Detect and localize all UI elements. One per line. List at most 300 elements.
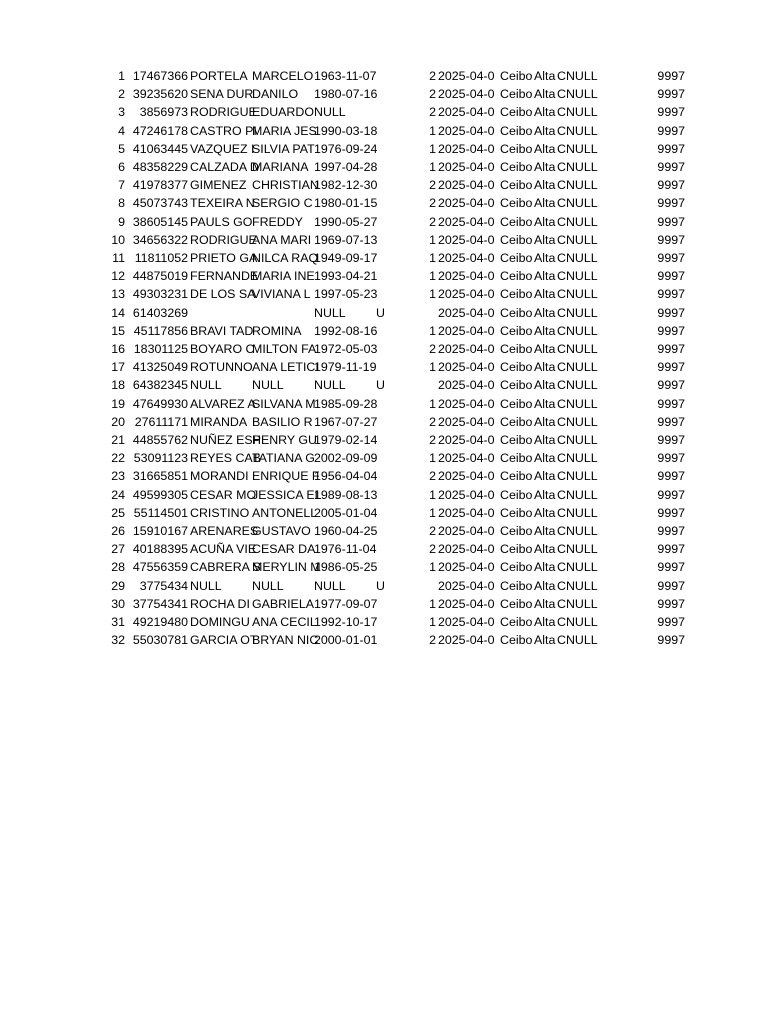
status-cell: Alta	[534, 69, 556, 83]
first-name-cell: MILTON FA	[252, 342, 317, 356]
id-cell: 49219480	[132, 615, 188, 629]
table-row	[0, 540, 768, 558]
date-cell: 2025-04-0	[438, 615, 495, 629]
status-cell: Alta	[534, 396, 556, 411]
surname-cell: BRAVI TAD	[190, 323, 254, 338]
value-cell: 9997	[657, 141, 685, 156]
code-cell: 2	[429, 469, 436, 484]
status-cell: Alta	[534, 214, 556, 229]
surname-cell: RODRIGUE	[190, 232, 257, 247]
first-name-cell: GUSTAVO	[252, 524, 311, 538]
table-row	[0, 322, 768, 340]
table-row	[0, 176, 768, 194]
date-cell: 2025-04-0	[438, 505, 495, 520]
date-cell: 2025-04-0	[438, 469, 495, 484]
surname-cell: CESAR MO	[190, 487, 257, 502]
code-cell: 1	[429, 141, 436, 156]
date-cell: 2025-04-0	[438, 433, 495, 447]
birth-date-cell: 1992-08-16	[314, 323, 378, 338]
id-cell: 3856973	[139, 105, 188, 120]
table-row	[0, 486, 768, 504]
row-index-cell: 28	[111, 560, 125, 575]
birth-date-cell: 1963-11-07	[314, 69, 377, 83]
id-cell: 47649930	[132, 396, 188, 411]
center-cell: Ceibo	[500, 578, 533, 593]
extra-cell: CNULL	[557, 542, 598, 557]
code-cell: 1	[429, 232, 436, 247]
birth-date-cell: 1986-05-25	[314, 560, 378, 575]
status-cell: Alta	[534, 633, 556, 648]
date-cell: 2025-04-0	[438, 123, 495, 138]
date-cell: 2025-04-0	[438, 269, 495, 284]
code-cell: 2	[429, 214, 436, 229]
center-cell: Ceibo	[500, 378, 533, 393]
date-cell: 2025-04-0	[438, 232, 495, 247]
surname-cell: CASTRO PI	[190, 123, 257, 138]
status-cell: Alta	[534, 615, 556, 629]
first-name-cell: MERYLIN M	[252, 560, 321, 575]
birth-date-cell: 1997-05-23	[314, 287, 378, 302]
table-row	[0, 103, 768, 121]
row-index-cell: 5	[118, 141, 125, 156]
surname-cell	[190, 304, 252, 322]
value-cell: 9997	[657, 305, 685, 320]
center-cell: Ceibo	[500, 451, 533, 466]
center-cell: Ceibo	[500, 360, 533, 375]
code-cell: 1	[429, 487, 436, 502]
date-cell: 2025-04-0	[438, 487, 495, 502]
table-row	[0, 249, 768, 267]
extra-cell: CNULL	[557, 87, 598, 102]
code-cell: 1	[429, 615, 436, 629]
value-cell: 9997	[657, 578, 685, 593]
first-name-cell: NULL	[252, 578, 284, 593]
birth-date-cell: NULL	[314, 305, 346, 320]
date-cell: 2025-04-0	[438, 596, 495, 611]
status-cell: Alta	[534, 487, 556, 502]
extra-cell: CNULL	[557, 469, 598, 484]
table-row	[0, 395, 768, 413]
value-cell: 9997	[657, 69, 685, 83]
gender-cell: U	[376, 578, 385, 593]
id-cell: 55030781	[132, 633, 188, 648]
code-cell: 2	[429, 524, 436, 538]
surname-cell: ACUÑA VIE	[190, 542, 257, 557]
status-cell: Alta	[534, 451, 556, 466]
code-cell: 2	[429, 87, 436, 102]
status-cell: Alta	[534, 305, 556, 320]
table-row	[0, 431, 768, 449]
date-cell: 2025-04-0	[438, 69, 495, 83]
extra-cell: CNULL	[557, 178, 598, 193]
birth-date-cell: NULL	[314, 378, 346, 393]
row-index-cell: 23	[111, 469, 125, 484]
table-row	[0, 67, 768, 85]
status-cell: Alta	[534, 414, 556, 429]
date-cell: 2025-04-0	[438, 451, 495, 466]
first-name-cell: BRYAN NIC	[252, 633, 319, 648]
value-cell: 9997	[657, 396, 685, 411]
date-cell: 2025-04-0	[438, 578, 495, 593]
row-index-cell: 6	[118, 160, 125, 174]
code-cell	[418, 376, 436, 394]
first-name-cell: SILVIA PAT	[252, 141, 315, 156]
surname-cell: ALVAREZ A	[190, 396, 256, 411]
date-cell: 2025-04-0	[438, 214, 495, 229]
date-cell: 2025-04-0	[438, 342, 495, 356]
first-name-cell: JESSICA EL	[252, 487, 322, 502]
id-cell: 34656322	[132, 232, 188, 247]
center-cell: Ceibo	[500, 305, 533, 320]
extra-cell: CNULL	[557, 360, 598, 375]
row-index-cell: 32	[111, 633, 125, 648]
gender-cell: U	[376, 378, 385, 393]
table-row	[0, 85, 768, 103]
status-cell: Alta	[534, 287, 556, 302]
extra-cell: CNULL	[557, 123, 598, 138]
table-row	[0, 140, 768, 158]
surname-cell: SENA DUR	[190, 87, 254, 102]
status-cell: Alta	[534, 342, 556, 356]
value-cell: 9997	[657, 414, 685, 429]
surname-cell: FERNANDE	[190, 269, 259, 284]
date-cell: 2025-04-0	[438, 141, 495, 156]
row-index-cell: 31	[111, 615, 125, 629]
date-cell: 2025-04-0	[438, 196, 495, 211]
surname-cell: RODRIGUE	[190, 105, 257, 120]
birth-date-cell: 1956-04-04	[314, 469, 378, 484]
row-index-cell: 9	[118, 214, 125, 229]
center-cell: Ceibo	[500, 287, 533, 302]
first-name-cell: NILCA RAQ	[252, 251, 319, 265]
surname-cell: ARENARES	[190, 524, 259, 538]
surname-cell: ROTUNNO	[190, 360, 253, 375]
center-cell: Ceibo	[500, 414, 533, 429]
table-row	[0, 158, 768, 176]
extra-cell: CNULL	[557, 69, 598, 83]
row-index-cell: 22	[111, 451, 125, 466]
table-row	[0, 231, 768, 249]
value-cell: 9997	[657, 287, 685, 302]
value-cell: 9997	[657, 469, 685, 484]
status-cell: Alta	[534, 560, 556, 575]
status-cell: Alta	[534, 505, 556, 520]
birth-date-cell: NULL	[314, 578, 346, 593]
birth-date-cell: 1990-05-27	[314, 214, 378, 229]
row-index-cell: 29	[111, 578, 125, 593]
first-name-cell: ANTONELL	[252, 505, 318, 520]
code-cell: 1	[429, 451, 436, 466]
first-name-cell	[252, 304, 314, 322]
birth-date-cell: 1976-09-24	[314, 141, 378, 156]
center-cell: Ceibo	[500, 505, 533, 520]
code-cell: 2	[429, 69, 436, 83]
value-cell: 9997	[657, 214, 685, 229]
code-cell: 2	[429, 105, 436, 120]
extra-cell: CNULL	[557, 414, 598, 429]
id-cell: 49599305	[132, 487, 188, 502]
date-cell: 2025-04-0	[438, 87, 495, 102]
code-cell: 1	[429, 560, 436, 575]
id-cell: 40188395	[132, 542, 188, 557]
surname-cell: PAULS GO	[190, 214, 253, 229]
table-row	[0, 194, 768, 212]
first-name-cell: CESAR DA	[252, 542, 316, 557]
value-cell: 9997	[657, 451, 685, 466]
code-cell	[418, 577, 436, 595]
date-cell: 2025-04-0	[438, 305, 495, 320]
table-row	[0, 304, 768, 322]
status-cell: Alta	[534, 360, 556, 375]
surname-cell: NUÑEZ ESP	[190, 433, 261, 447]
table-row	[0, 595, 768, 613]
date-cell: 2025-04-0	[438, 396, 495, 411]
value-cell: 9997	[657, 323, 685, 338]
id-cell: 64382345	[132, 378, 188, 393]
extra-cell: CNULL	[557, 323, 598, 338]
id-cell: 18301125	[133, 342, 188, 356]
center-cell: Ceibo	[500, 196, 533, 211]
value-cell: 9997	[657, 105, 685, 120]
table-row	[0, 267, 768, 285]
row-index-cell: 18	[111, 378, 125, 393]
center-cell: Ceibo	[500, 323, 533, 338]
extra-cell: CNULL	[557, 560, 598, 575]
row-index-cell: 2	[118, 87, 125, 102]
extra-cell: CNULL	[557, 451, 598, 466]
date-cell: 2025-04-0	[438, 105, 495, 120]
row-index-cell: 25	[111, 505, 125, 520]
value-cell: 9997	[657, 542, 685, 557]
code-cell: 1	[429, 396, 436, 411]
center-cell: Ceibo	[500, 123, 533, 138]
surname-cell: MORANDI	[190, 469, 249, 484]
row-index-cell: 12	[111, 269, 125, 284]
extra-cell: CNULL	[557, 342, 598, 356]
date-cell: 2025-04-0	[438, 378, 495, 393]
row-index-cell: 10	[111, 232, 125, 247]
first-name-cell: NULL	[252, 378, 284, 393]
status-cell: Alta	[534, 433, 556, 447]
surname-cell: NULL	[190, 378, 222, 393]
gender-cell: U	[376, 305, 385, 320]
birth-date-cell: 1982-12-30	[314, 178, 378, 193]
status-cell: Alta	[534, 596, 556, 611]
center-cell: Ceibo	[500, 232, 533, 247]
id-cell: 31665851	[132, 469, 188, 484]
center-cell: Ceibo	[500, 141, 533, 156]
surname-cell: REYES CAB	[190, 451, 261, 466]
table-row	[0, 213, 768, 231]
id-cell: 17467366	[132, 69, 188, 83]
status-cell: Alta	[534, 105, 556, 120]
center-cell: Ceibo	[500, 69, 533, 83]
birth-date-cell: 1985-09-28	[314, 396, 378, 411]
birth-date-cell: 1976-11-04	[314, 542, 377, 557]
birth-date-cell: 1969-07-13	[314, 232, 378, 247]
value-cell: 9997	[657, 487, 685, 502]
date-cell: 2025-04-0	[438, 633, 495, 648]
date-cell: 2025-04-0	[438, 251, 495, 265]
id-cell: 45073743	[132, 196, 188, 211]
extra-cell: CNULL	[557, 305, 598, 320]
surname-cell: DOMINGU	[190, 615, 250, 629]
code-cell: 1	[429, 160, 436, 174]
center-cell: Ceibo	[500, 469, 533, 484]
row-index-cell: 4	[118, 123, 125, 138]
status-cell: Alta	[534, 196, 556, 211]
value-cell: 9997	[657, 524, 685, 538]
extra-cell: CNULL	[557, 232, 598, 247]
date-cell: 2025-04-0	[438, 542, 495, 557]
center-cell: Ceibo	[500, 160, 533, 174]
id-cell: 39235620	[132, 87, 188, 102]
code-cell: 2	[429, 178, 436, 193]
status-cell: Alta	[534, 542, 556, 557]
table-row	[0, 631, 768, 649]
value-cell: 9997	[657, 433, 685, 447]
extra-cell: CNULL	[557, 378, 598, 393]
row-index-cell: 21	[111, 433, 125, 447]
row-index-cell: 24	[111, 487, 125, 502]
code-cell: 1	[429, 596, 436, 611]
date-cell: 2025-04-0	[438, 414, 495, 429]
status-cell: Alta	[534, 251, 556, 265]
value-cell: 9997	[657, 342, 685, 356]
extra-cell: CNULL	[557, 578, 598, 593]
first-name-cell: ROMINA	[252, 323, 302, 338]
first-name-cell: SILVANA M	[252, 396, 316, 411]
value-cell: 9997	[657, 123, 685, 138]
table-row	[0, 504, 768, 522]
code-cell: 2	[429, 433, 436, 447]
extra-cell: CNULL	[557, 505, 598, 520]
status-cell: Alta	[534, 160, 556, 174]
value-cell: 9997	[657, 160, 685, 174]
center-cell: Ceibo	[500, 560, 533, 575]
birth-date-cell: NULL	[314, 105, 346, 120]
value-cell: 9997	[657, 378, 685, 393]
surname-cell: MIRANDA	[190, 414, 248, 429]
extra-cell: CNULL	[557, 214, 598, 229]
code-cell: 2	[429, 633, 436, 648]
id-cell: 27611171	[134, 414, 188, 429]
id-cell: 41325049	[132, 360, 188, 375]
id-cell: 48358229	[132, 160, 188, 174]
code-cell: 1	[429, 505, 436, 520]
center-cell: Ceibo	[500, 396, 533, 411]
birth-date-cell: 1993-04-21	[314, 269, 378, 284]
status-cell: Alta	[534, 378, 556, 393]
extra-cell: CNULL	[557, 615, 598, 629]
status-cell: Alta	[534, 524, 556, 538]
status-cell: Alta	[534, 269, 556, 284]
surname-cell: ROCHA DI	[190, 596, 250, 611]
code-cell: 1	[429, 323, 436, 338]
id-cell: 15910167	[132, 524, 188, 538]
status-cell: Alta	[534, 87, 556, 102]
code-cell: 1	[429, 269, 436, 284]
id-cell: 55114501	[133, 505, 188, 520]
row-index-cell: 14	[111, 305, 125, 320]
value-cell: 9997	[657, 232, 685, 247]
birth-date-cell: 1989-08-13	[314, 487, 378, 502]
date-cell: 2025-04-0	[438, 524, 495, 538]
extra-cell: CNULL	[557, 487, 598, 502]
center-cell: Ceibo	[500, 214, 533, 229]
id-cell: 47556359	[132, 560, 188, 575]
table-row	[0, 467, 768, 485]
status-cell: Alta	[534, 469, 556, 484]
id-cell: 44875019	[132, 269, 188, 284]
birth-date-cell: 1972-05-03	[314, 342, 378, 356]
id-cell: 38605145	[132, 214, 188, 229]
birth-date-cell: 1979-02-14	[314, 433, 378, 447]
extra-cell: CNULL	[557, 287, 598, 302]
status-cell: Alta	[534, 123, 556, 138]
code-cell: 2	[429, 342, 436, 356]
birth-date-cell: 2005-01-04	[314, 505, 378, 520]
id-cell: 3775434	[139, 578, 188, 593]
date-cell: 2025-04-0	[438, 178, 495, 193]
id-cell: 61403269	[132, 305, 188, 320]
first-name-cell: ENRIQUE F	[252, 469, 320, 484]
extra-cell: CNULL	[557, 141, 598, 156]
table-row	[0, 285, 768, 303]
birth-date-cell: 2000-01-01	[314, 633, 378, 648]
first-name-cell: ANA CECIL	[252, 615, 317, 629]
table-row	[0, 376, 768, 394]
table-row	[0, 558, 768, 576]
center-cell: Ceibo	[500, 596, 533, 611]
first-name-cell: CHRISTIAN	[252, 178, 319, 193]
center-cell: Ceibo	[500, 105, 533, 120]
value-cell: 9997	[657, 196, 685, 211]
birth-date-cell: 2002-09-09	[314, 451, 378, 466]
code-cell: 2	[429, 414, 436, 429]
row-index-cell: 27	[111, 542, 125, 557]
code-cell: 1	[429, 123, 436, 138]
center-cell: Ceibo	[500, 269, 533, 284]
id-cell: 44855762	[132, 433, 188, 447]
value-cell: 9997	[657, 251, 685, 265]
table-row	[0, 122, 768, 140]
surname-cell: TEXEIRA N	[190, 196, 255, 211]
code-cell: 1	[429, 360, 436, 375]
table-row	[0, 577, 768, 595]
row-index-cell: 15	[111, 323, 125, 338]
date-cell: 2025-04-0	[438, 160, 495, 174]
table-row	[0, 449, 768, 467]
birth-date-cell: 1997-04-28	[314, 160, 378, 174]
first-name-cell: MARCELO	[252, 69, 314, 83]
table-row	[0, 413, 768, 431]
first-name-cell: EDUARDO	[252, 105, 314, 120]
value-cell: 9997	[657, 360, 685, 375]
extra-cell: CNULL	[557, 105, 598, 120]
extra-cell: CNULL	[557, 396, 598, 411]
date-cell: 2025-04-0	[438, 560, 495, 575]
row-index-cell: 26	[111, 524, 125, 538]
center-cell: Ceibo	[500, 87, 533, 102]
id-cell: 47246178	[132, 123, 188, 138]
center-cell: Ceibo	[500, 178, 533, 193]
surname-cell: GIMENEZ	[190, 178, 247, 193]
surname-cell: VAZQUEZ I	[190, 141, 255, 156]
row-index-cell: 3	[118, 105, 125, 120]
code-cell: 2	[429, 196, 436, 211]
value-cell: 9997	[657, 596, 685, 611]
